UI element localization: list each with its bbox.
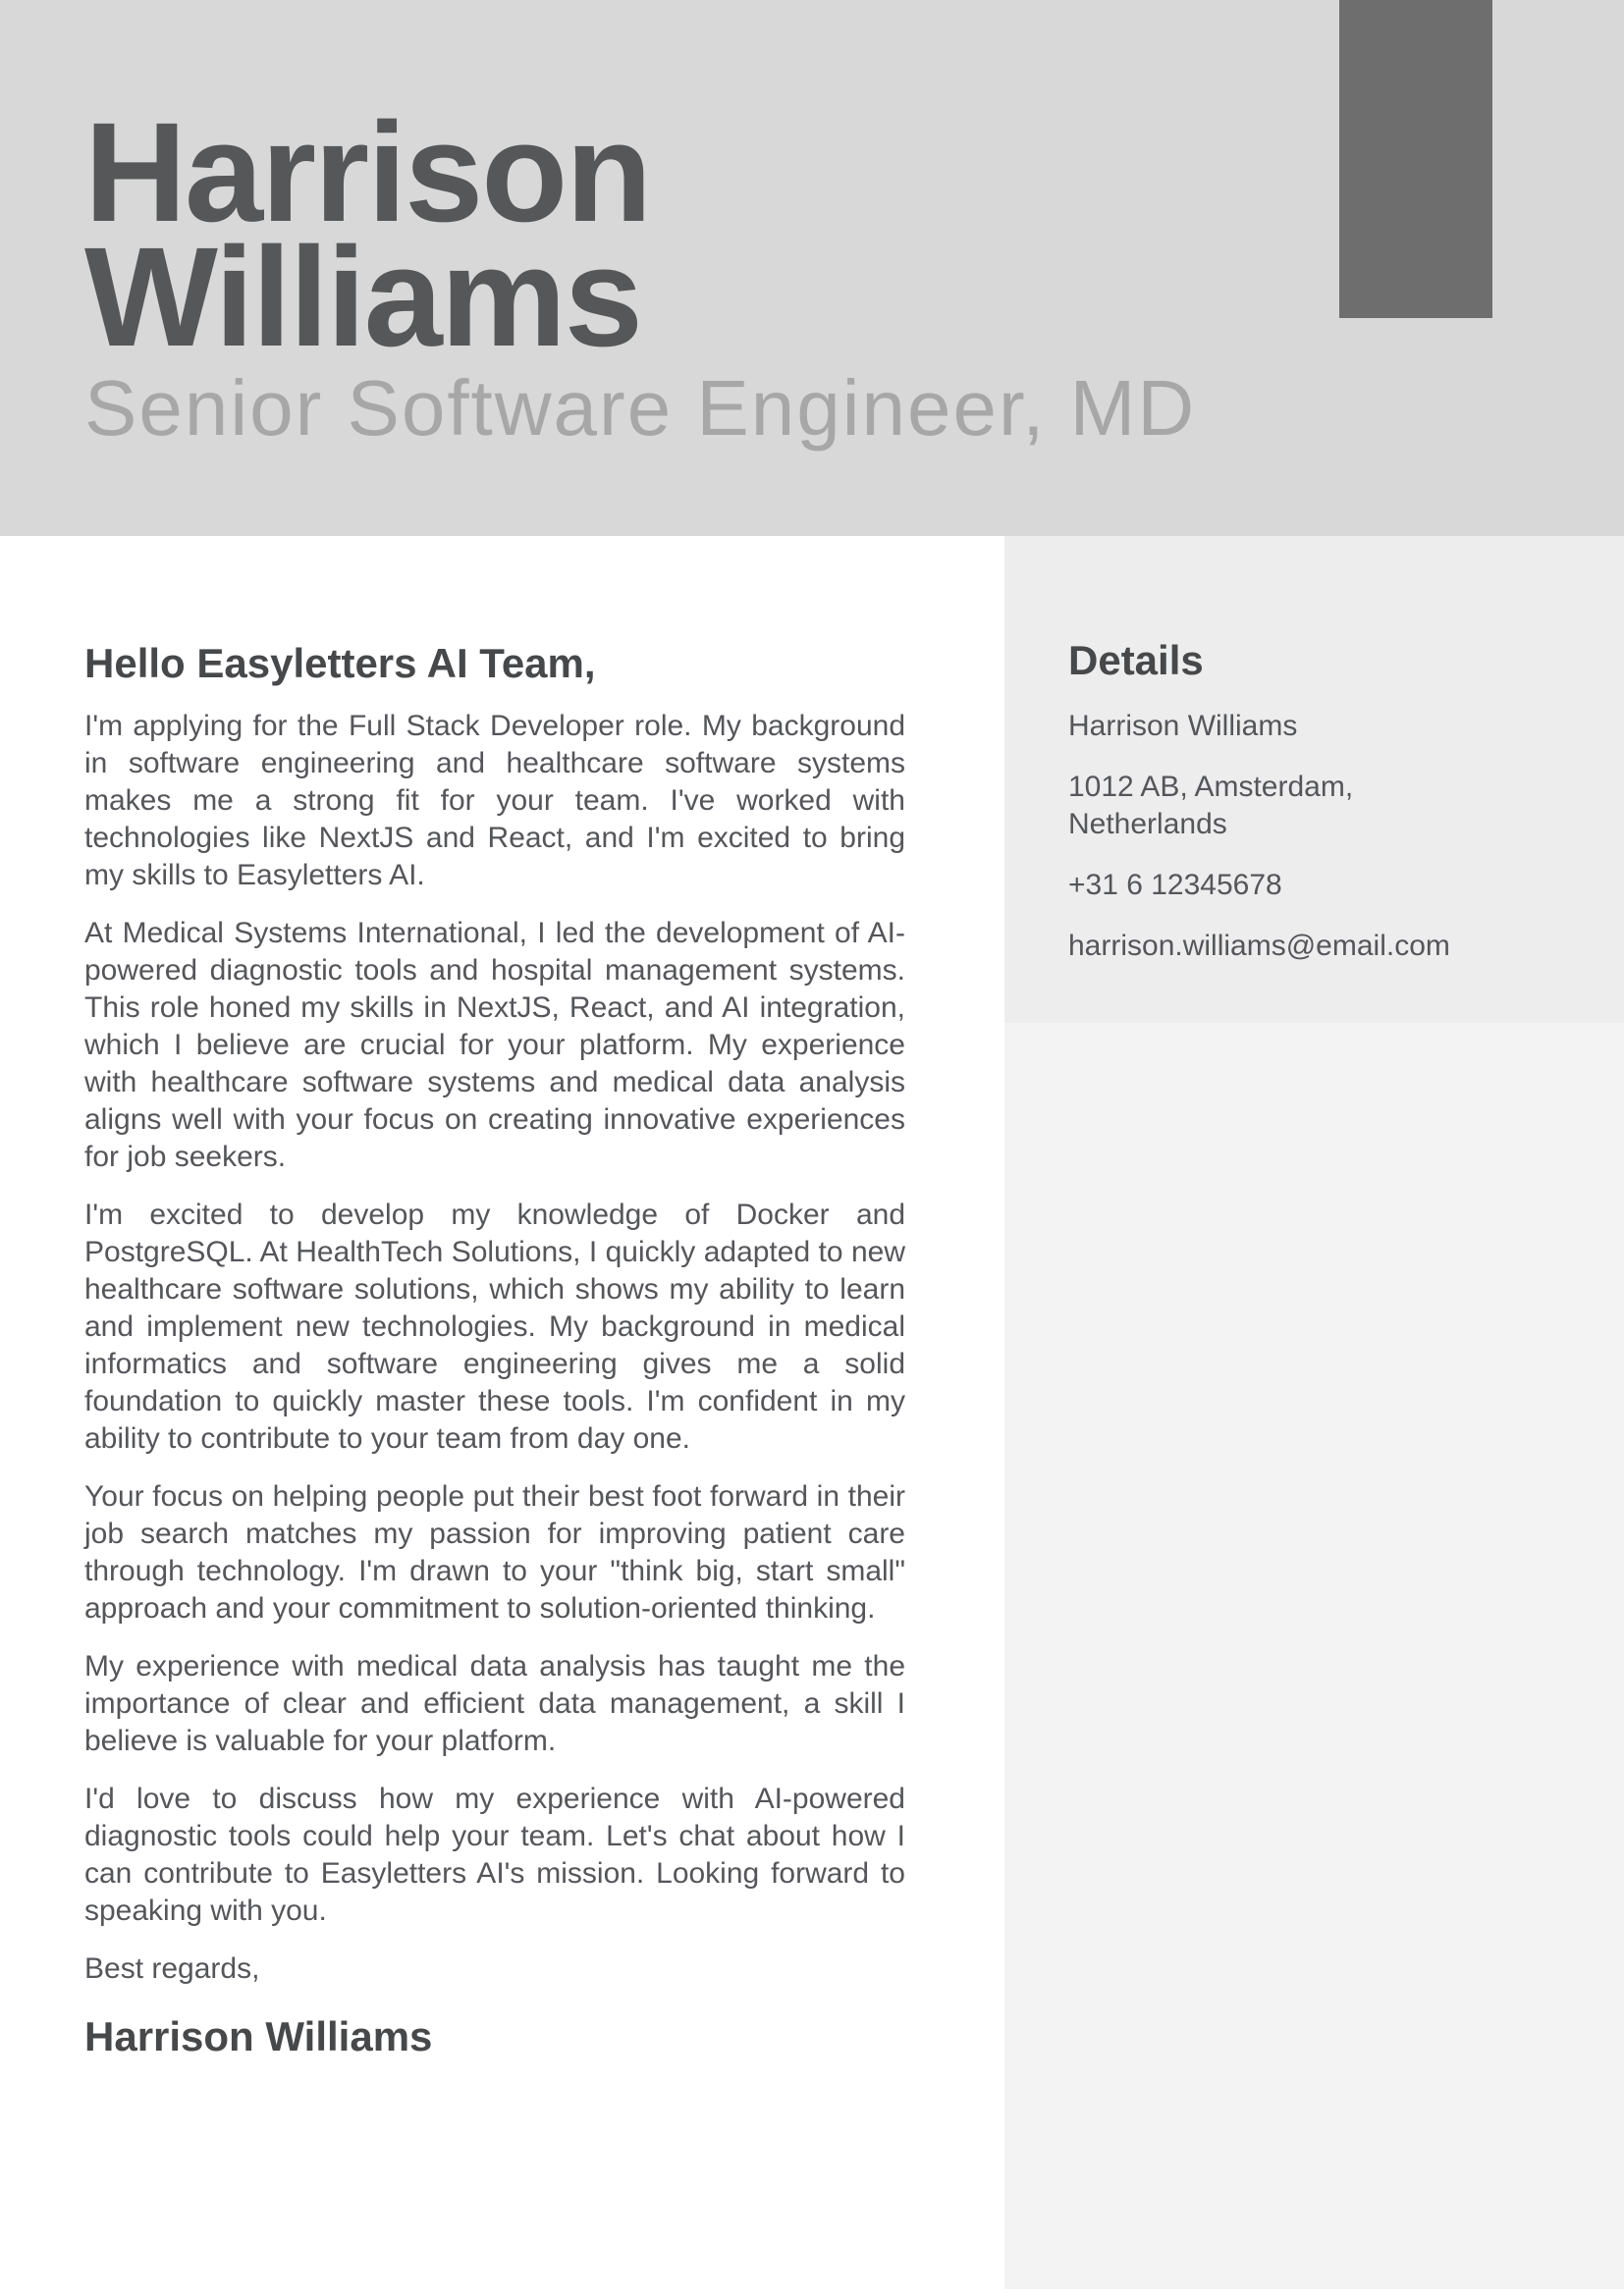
accent-bar [1339, 0, 1492, 318]
letter-paragraph-4: Your focus on helping people put their best foot forward in their job search matches my passion for improving patient care through technology. I'm drawn to your "think big, start small" approach and your commitment to solution-oriented thinking. [84, 1480, 905, 1625]
letter-closing: Best regards, [84, 1952, 260, 1985]
detail-phone: +31 6 12345678 [1068, 869, 1282, 901]
letter-paragraph-6: I'd love to discuss how my experience with AI-powered diagnostic tools could help your team. Let's chat about how I can contribute to Easyletters AI's mission. Looking forward to speaking with you. [84, 1783, 905, 1927]
letter-signature: Harrison Williams [84, 2013, 433, 2059]
details-title: Details [1068, 637, 1204, 683]
detail-name: Harrison Williams [1068, 710, 1298, 742]
sidebar-background [1004, 1023, 1624, 2289]
applicant-name: Harrison Williams [84, 93, 651, 376]
header-banner [0, 0, 1624, 536]
letter-paragraph-2: At Medical Systems International, I led the development of AI-powered diagnostic tools and hospital management systems. This role honed my skills in NextJS, React, and AI integration, which I believe are crucial for your platform. My experience with healthcare software systems and medical data analysis aligns well with your focus on creating innovative experiences for job seekers. [84, 917, 905, 1173]
letter-paragraph-3: I'm excited to develop my knowledge of Docker and PostgreSQL. At HealthTech Solutions, I quickly adapted to new healthcare software solutions, which shows my ability to learn and implement new technologies. My background in medical informatics and software engineering gives me a solid foundation to quickly master these tools. I'm confident in my ability to contribute to your team from day one. [84, 1199, 905, 1455]
details-panel [1004, 536, 1624, 1023]
detail-email: harrison.williams@email.com [1068, 930, 1450, 962]
letter-body [84, 536, 905, 2060]
letter-greeting: Hello Easyletters AI Team, [84, 640, 596, 686]
applicant-job-title: Senior Software Engineer, MD [84, 364, 1197, 452]
detail-address: 1012 AB, Amsterdam, Netherlands [1068, 771, 1354, 840]
letter-paragraph-1: I'm applying for the Full Stack Developer role. My background in software engineering and healthcare software systems makes me a strong fit for your team. I've worked with technologies like NextJS and React, and I'm excited to bring my skills to Easyletters AI. [84, 710, 905, 891]
letter-paragraph-5: My experience with medical data analysis has taught me the importance of clear and efficient data management, a skill I believe is valuable for your platform. [84, 1650, 905, 1757]
